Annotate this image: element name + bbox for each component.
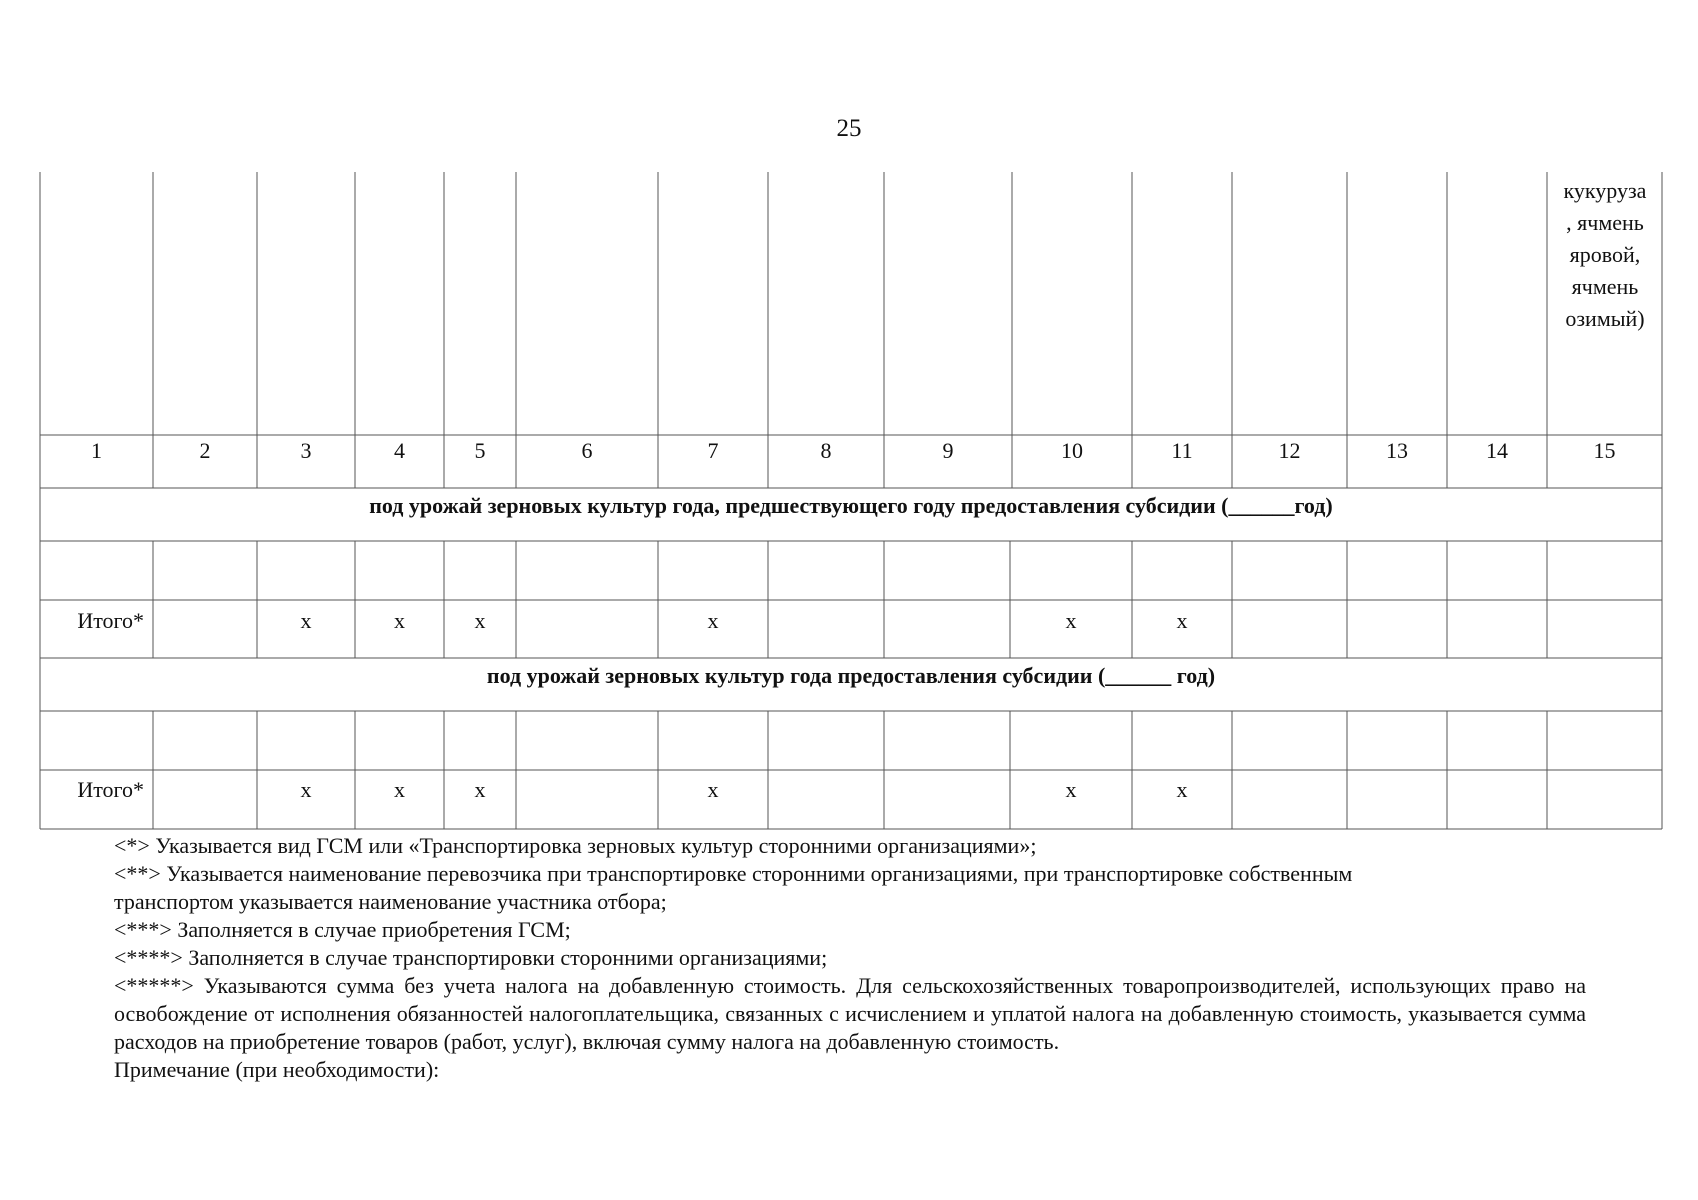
- x-mark: x: [707, 608, 719, 633]
- footnote-5: <*****> Указываются сумма без учета налога на добавленную стоимость. Для сельскохозяйственных товаропроизводителей, использующих право на освобождение от исполнения обязанностей налогоплательщика, связанных с исчислением и уплатой налога на добавленную стоимость, указывается сумма расходов на приобретение товаров (работ, услуг), включая сумму налога на добавленную стоимость.: [114, 973, 1586, 1054]
- x-mark: x: [394, 777, 405, 802]
- column-number: 7: [707, 438, 719, 463]
- column-number: 2: [199, 438, 211, 463]
- x-mark: x: [300, 777, 312, 802]
- note-label: Примечание (при необходимости):: [114, 1057, 440, 1082]
- header-note-line: яровой,: [1569, 242, 1641, 267]
- column-number: 15: [1593, 438, 1616, 463]
- column-number: 6: [581, 438, 593, 463]
- x-mark: x: [300, 608, 312, 633]
- x-mark: x: [1065, 777, 1077, 802]
- footnote-2-continued: транспортом указывается наименование участника отбора;: [114, 889, 667, 914]
- column-number: 1: [91, 438, 102, 463]
- header-note-line: озимый): [1565, 306, 1645, 331]
- page-number: 25: [836, 115, 862, 142]
- column-number: 9: [942, 438, 954, 463]
- column-number: 10: [1061, 438, 1083, 463]
- x-mark: x: [394, 608, 405, 633]
- total-label: Итого*: [77, 608, 144, 633]
- footnote-4: <****> Заполняется в случае транспортировки сторонними организациями;: [114, 945, 828, 970]
- column-number: 8: [820, 438, 832, 463]
- footnote-3: <***> Заполняется в случае приобретения ГСМ;: [114, 917, 571, 942]
- x-mark: x: [1176, 608, 1188, 633]
- column-number: 4: [394, 438, 405, 463]
- total-label: Итого*: [77, 777, 144, 802]
- x-mark: x: [1176, 777, 1188, 802]
- header-note-line: кукуруза: [1563, 178, 1647, 203]
- header-note-line: , ячмень: [1566, 210, 1644, 235]
- x-mark: x: [474, 608, 486, 633]
- header-note-line: ячмень: [1571, 274, 1639, 299]
- column-number: 5: [474, 438, 486, 463]
- section-title-previous-year: под урожай зерновых культур года, предшествующего году предоставления субсидии (______год): [369, 493, 1333, 518]
- column-number: 12: [1278, 438, 1301, 463]
- column-number: 13: [1386, 438, 1408, 463]
- column-number: 3: [300, 438, 312, 463]
- column-15-header-text: [1549, 175, 1661, 335]
- column-number: 11: [1171, 438, 1193, 463]
- x-mark: x: [474, 777, 486, 802]
- section-title-current-year: под урожай зерновых культур года предоставления субсидии (______ год): [486, 663, 1216, 688]
- footnote-2: <**> Указывается наименование перевозчика при транспортировке сторонними организациями, при транспортировке собственным: [114, 861, 1353, 886]
- column-number: 14: [1486, 438, 1508, 463]
- x-mark: x: [707, 777, 719, 802]
- x-mark: x: [1065, 608, 1077, 633]
- footnotes: [114, 832, 1586, 1084]
- footnote-1: <*> Указывается вид ГСМ или «Транспортировка зерновых культур сторонними организациями»;: [114, 833, 1037, 858]
